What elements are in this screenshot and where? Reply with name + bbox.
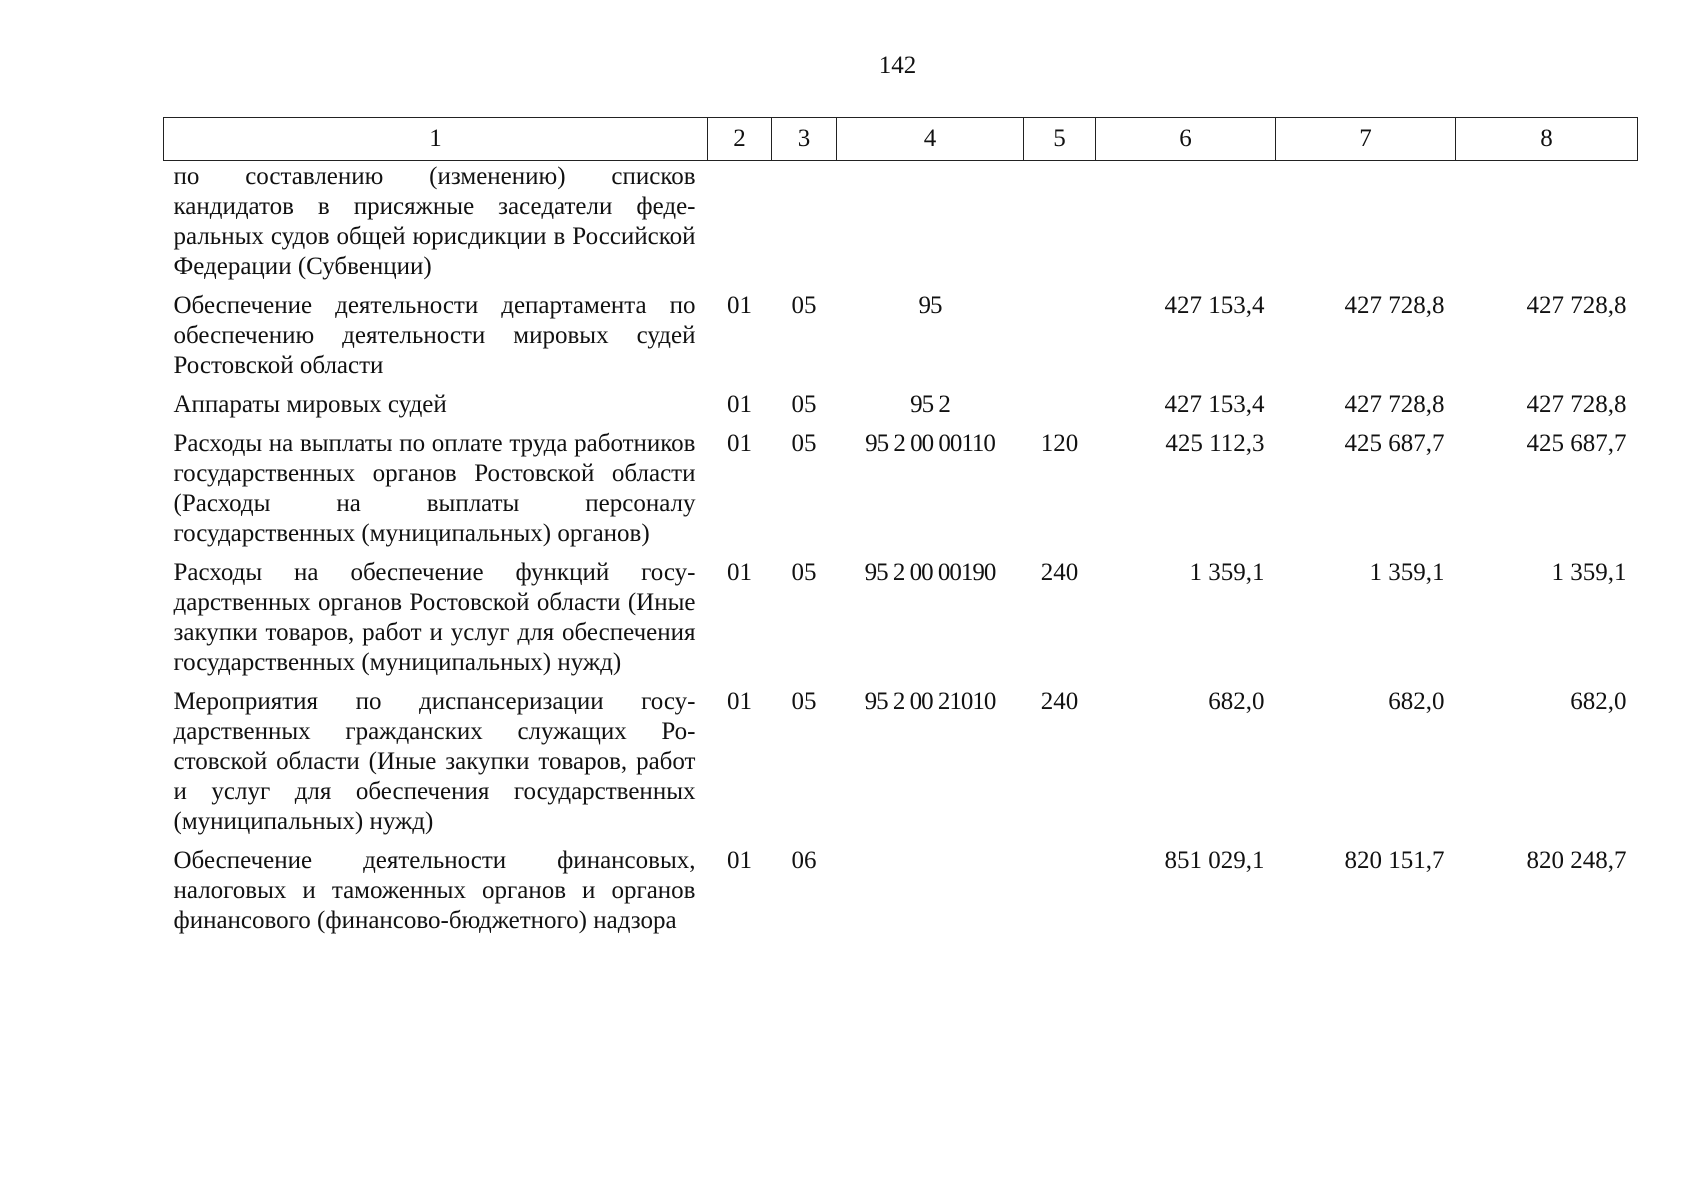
row-expense-type xyxy=(1024,381,1096,420)
header-col-5: 5 xyxy=(1024,118,1096,161)
row-amount-col-8: 1 359,1 xyxy=(1551,559,1627,586)
row-name: Расходы на выплаты по оплате труда работников государственных органов Ростовской области (Расходы на выплаты персоналу государственных (муниципальных) органов) xyxy=(173,430,696,547)
row-amount-col-6: 427 153,4 xyxy=(1164,391,1265,418)
row-amount-col-7: 427 728,8 xyxy=(1344,391,1445,418)
table-row xyxy=(164,161,1638,283)
header-col-2: 2 xyxy=(708,118,772,161)
row-target-article xyxy=(837,161,1024,283)
row-amount-col-7: 820 151,7 xyxy=(1344,847,1445,874)
row-amount-col-8: 427 728,8 xyxy=(1526,292,1627,319)
row-section: 01 xyxy=(727,391,752,418)
row-name: Аппараты мировых судей xyxy=(173,391,447,418)
row-section xyxy=(708,161,772,283)
row-expense-type: 240 xyxy=(1040,688,1079,715)
table-row xyxy=(164,837,1638,936)
row-section: 01 xyxy=(727,292,752,319)
budget-table xyxy=(163,117,1638,936)
row-amount-col-8: 427 728,8 xyxy=(1526,391,1627,418)
row-amount-col-6: 425 112,3 xyxy=(1165,430,1265,457)
row-section: 01 xyxy=(727,688,752,715)
header-col-7: 7 xyxy=(1276,118,1456,161)
row-target-article: 95 2 xyxy=(910,391,950,418)
row-target-article xyxy=(837,837,1024,936)
row-name: Обеспечение деятельности департамента по обеспечению деятельности мировых судей Ростовской области xyxy=(173,292,696,379)
header-col-8: 8 xyxy=(1456,118,1638,161)
row-amount-col-6: 1 359,1 xyxy=(1189,559,1265,586)
row-section: 01 xyxy=(727,430,752,457)
row-expense-type: 240 xyxy=(1040,559,1079,586)
row-name: Обеспечение деятельности финансовых, налоговых и таможенных органов и органов финансового (финансово-бюджетного) надзора xyxy=(173,847,696,934)
row-amount-col-8: 682,0 xyxy=(1570,688,1627,715)
row-expense-type xyxy=(1024,161,1096,283)
row-target-article: 95 2 00 00190 xyxy=(864,559,996,586)
row-name: Расходы на обеспечение функций государственных органов Ростовской области (Иные закупки товаров, работ и услуг для обеспечения государственных (муниципальных) нужд) xyxy=(173,559,696,676)
row-amount-col-7: 1 359,1 xyxy=(1369,559,1445,586)
table-row xyxy=(164,549,1638,678)
row-amount-col-6: 851 029,1 xyxy=(1164,847,1265,874)
row-subsection: 05 xyxy=(791,688,817,715)
table-header-row xyxy=(164,118,1638,161)
row-amount-col-7: 682,0 xyxy=(1388,688,1445,715)
row-expense-type: 120 xyxy=(1040,430,1079,457)
row-amount-col-8 xyxy=(1456,161,1638,283)
row-section: 01 xyxy=(727,559,752,586)
row-amount-col-6: 682,0 xyxy=(1208,688,1265,715)
row-subsection: 05 xyxy=(791,292,817,319)
header-col-6: 6 xyxy=(1096,118,1276,161)
table-row xyxy=(164,381,1638,420)
row-target-article: 95 2 00 21010 xyxy=(864,688,996,715)
table-row xyxy=(164,420,1638,549)
row-subsection: 06 xyxy=(791,847,817,874)
row-amount-col-8: 820 248,7 xyxy=(1526,847,1627,874)
row-target-article: 95 xyxy=(918,292,942,319)
header-col-4: 4 xyxy=(837,118,1024,161)
row-target-article: 95 2 00 00110 xyxy=(865,430,995,457)
row-section: 01 xyxy=(727,847,752,874)
page-number: 142 xyxy=(878,52,917,79)
row-name: по составлению (изменению) списков кандидатов в присяжные заседатели федеральных судов общей юрисдикции в Российской Федерации (Субвенции) xyxy=(173,163,696,280)
row-name: Мероприятия по диспансеризации государственных гражданских служащих Ростовской области (Иные закупки товаров, работ и услуг для обеспечения государственных (муниципальных) нужд) xyxy=(173,688,696,835)
row-expense-type xyxy=(1024,282,1096,381)
table-row xyxy=(164,282,1638,381)
row-amount-col-8: 425 687,7 xyxy=(1526,430,1627,457)
row-subsection xyxy=(772,161,837,283)
row-expense-type xyxy=(1024,837,1096,936)
row-subsection: 05 xyxy=(791,559,817,586)
row-amount-col-7: 427 728,8 xyxy=(1344,292,1445,319)
row-amount-col-6: 427 153,4 xyxy=(1164,292,1265,319)
header-col-1: 1 xyxy=(164,118,708,161)
row-amount-col-7: 425 687,7 xyxy=(1344,430,1445,457)
row-subsection: 05 xyxy=(791,430,817,457)
table-row xyxy=(164,678,1638,837)
row-subsection: 05 xyxy=(791,391,817,418)
header-col-3: 3 xyxy=(772,118,837,161)
row-amount-col-7 xyxy=(1276,161,1456,283)
row-amount-col-6 xyxy=(1096,161,1276,283)
